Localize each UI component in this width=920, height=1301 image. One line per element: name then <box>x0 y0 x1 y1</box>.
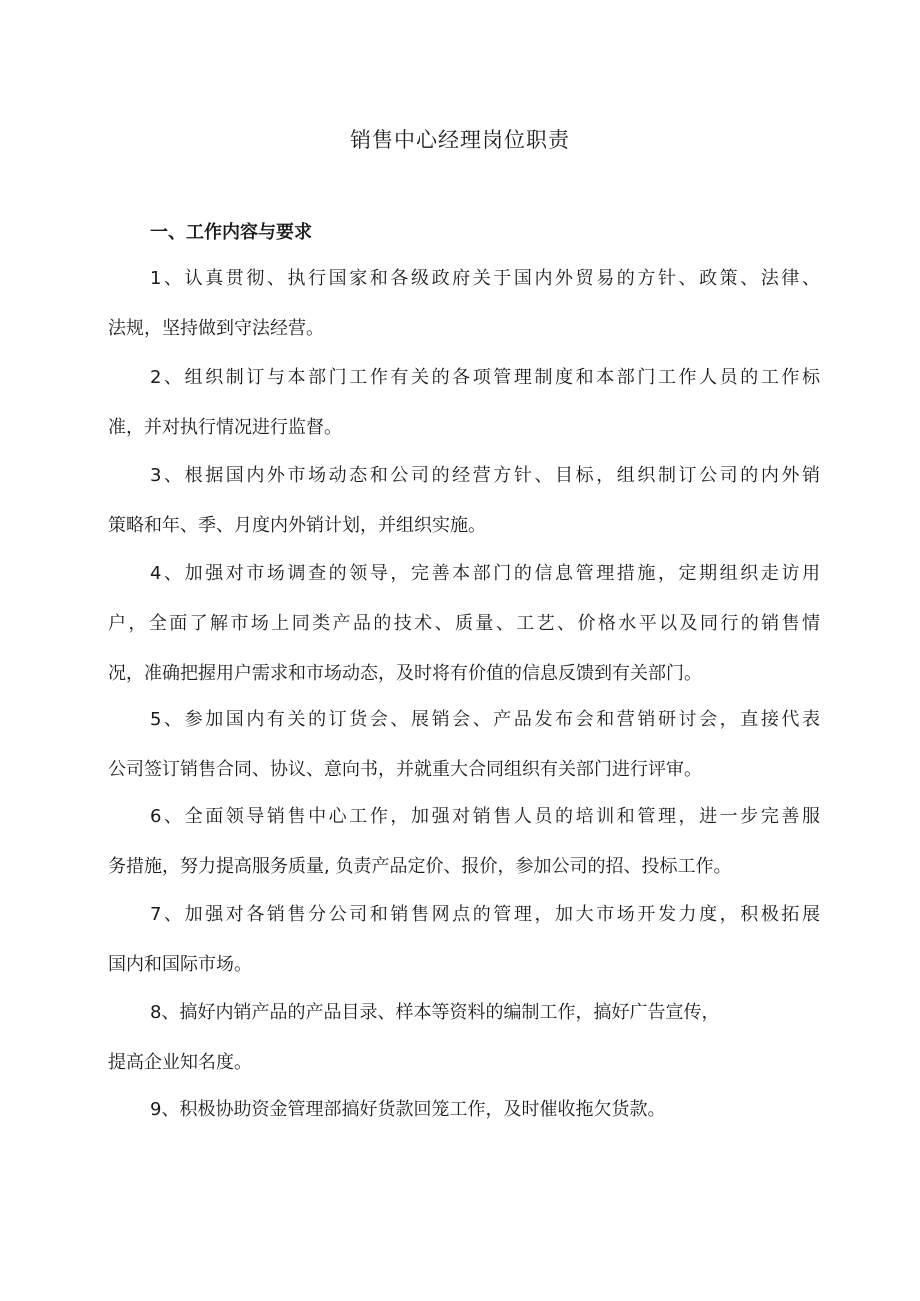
paragraph-line: 公司签订销售合同、协议、意向书，并就重大合同组织有关部门进行评审。 <box>108 759 702 780</box>
paragraph-5 <box>108 695 820 795</box>
paragraph-line: 6、全面领导销售中心工作，加强对销售人员的培训和管理，进一步完善服 <box>150 806 820 827</box>
paragraph-line: 5、参加国内有关的订货会、展销会、产品发布会和营销研讨会，直接代表 <box>150 709 820 730</box>
paragraph-8 <box>108 988 820 1088</box>
paragraph-line: 策略和年、季、月度内外销计划，并组织实施。 <box>108 515 486 536</box>
paragraph-9 <box>108 1085 820 1135</box>
document-title: 销售中心经理岗位职责 <box>350 128 570 152</box>
paragraph-line: 法规，坚持做到守法经营。 <box>108 318 324 339</box>
paragraph-line: 国内和国际市场。 <box>108 954 252 975</box>
paragraph-3 <box>108 451 820 551</box>
paragraph-line: 1、认真贯彻、执行国家和各级政府关于国内外贸易的方针、政策、法律、 <box>150 268 820 289</box>
section-heading: 一、工作内容与要求 <box>150 222 312 243</box>
paragraph-line: 户，全面了解市场上同类产品的技术、质量、工艺、价格水平以及同行的销售情 <box>108 613 820 634</box>
paragraph-line: 况，准确把握用户需求和市场动态，及时将有价值的信息反馈到有关部门。 <box>108 663 702 684</box>
paragraph-line: 2、组织制订与本部门工作有关的各项管理制度和本部门工作人员的工作标 <box>150 367 820 388</box>
paragraph-line: 9、积极协助资金管理部搞好货款回笼工作，及时催收拖欠货款。 <box>150 1099 666 1120</box>
paragraph-line: 8、搞好内销产品的产品目录、样本等资料的编制工作，搞好广告宣传， <box>150 1002 720 1023</box>
paragraph-4 <box>108 549 820 699</box>
paragraph-line: 4、加强对市场调查的领导，完善本部门的信息管理措施，定期组织走访用 <box>150 563 820 584</box>
paragraph-7 <box>108 890 820 990</box>
paragraph-line: 务措施，努力提高服务质量, 负责产品定价、报价，参加公司的招、投标工作。 <box>108 856 732 877</box>
paragraph-line: 提高企业知名度。 <box>108 1052 252 1073</box>
paragraph-line: 3、根据国内外市场动态和公司的经营方针、目标，组织制订公司的内外销 <box>150 465 820 486</box>
paragraph-1 <box>108 254 820 354</box>
paragraph-2 <box>108 353 820 453</box>
paragraph-line: 准，并对执行情况进行监督。 <box>108 417 342 438</box>
paragraph-6 <box>108 792 820 892</box>
paragraph-line: 7、加强对各销售分公司和销售网点的管理，加大市场开发力度，积极拓展 <box>150 904 820 925</box>
